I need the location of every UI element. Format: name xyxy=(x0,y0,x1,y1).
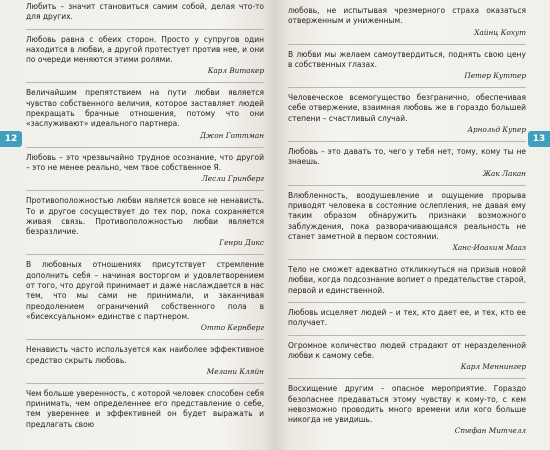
quote-block xyxy=(26,2,264,23)
divider xyxy=(288,185,526,186)
quote-text: Ненависть часто используется как наиболее эффективное средство скрыть любовь. xyxy=(26,345,264,365)
quote-text: любовь, не испытывая чрезмерного страха оказаться отверженным и униженным. xyxy=(288,6,526,26)
divider xyxy=(26,190,264,191)
divider xyxy=(288,378,526,379)
quote-author: Хайнц Кохут xyxy=(474,27,526,37)
quote-block xyxy=(26,345,264,377)
divider xyxy=(288,87,526,88)
divider xyxy=(288,335,526,336)
quote-block xyxy=(26,88,264,140)
divider xyxy=(26,383,264,384)
quote-text: Любовь равна с обеих сторон. Просто у супругов один находится в любви, а другой протестует против нее, и они по очереди меняются этими ролями. xyxy=(26,34,264,65)
quote-text: Любить – значит становиться самим собой, делая что-то для других. xyxy=(26,2,264,22)
quote-author: Мелани Кляйн xyxy=(206,366,264,376)
quote-list xyxy=(26,2,264,430)
divider xyxy=(26,82,264,83)
quote-block xyxy=(26,153,264,185)
quote-author: Карл Витакер xyxy=(207,66,264,76)
quote-block xyxy=(26,389,264,430)
quote-text: Любовь – это чрезвычайно трудное осознание, что другой – это не менее реально, чем твое собственное Я. xyxy=(26,152,264,172)
quote-author: Генри Дикс xyxy=(219,238,264,248)
quote-text: Чем больше уверенность, с которой человек способен себя принимать, чем определеннее его представление о себе, тем увереннее и эффективней он будет выражать и предлагать свою xyxy=(26,388,264,429)
quote-text: Противоположностью любви является вовсе не ненависть. То и другое сосуществует до тех пор, пока сохраняется живая связь. Противоположностью любви является безразличие. xyxy=(26,196,264,237)
quote-text: Восхищение другим – опасное мероприятие. Гораздо безопаснее предаваться этому чувству к кому-то, с кем невозможно проводить много времени или кого больше никогда не увидишь. xyxy=(288,384,526,425)
quote-author: Джон Готтман xyxy=(199,130,264,140)
quote-text: Тело не сможет адекватно откликнуться на призыв новой любви, когда подсознание вопиет о предательстве старой, первой и единственной. xyxy=(288,265,526,295)
quote-author: Стефан Митчелл xyxy=(454,426,526,436)
quote-author: Петер Куттер xyxy=(464,71,526,81)
divider xyxy=(26,29,264,30)
quote-text: Человеческое всемогущество безгранично, обеспечивая себе отвержение, взаимная любовь же в гораздо большей степени – счастливый случай. xyxy=(288,93,526,123)
page-number-tab: 12 xyxy=(0,131,22,147)
quote-block xyxy=(288,384,526,436)
right-page xyxy=(276,0,550,450)
quote-author: Жак Лакан xyxy=(482,168,526,178)
quote-block xyxy=(26,260,264,333)
quote-list xyxy=(288,6,526,436)
quote-author: Отто Кернберг xyxy=(200,323,264,333)
quote-block xyxy=(26,196,264,248)
quote-block xyxy=(288,50,526,82)
quote-text: В любовных отношениях присутствует стремление дополнить себя – начиная восторгом и удовлетворением от того, что другой принимает и даже наслаждается в нас тем, что мы сами не принимали, и заканчивая преодолением ограничений собственного пола в «бисексуальном» единстве с партнером. xyxy=(26,260,264,321)
quote-text: В любви мы желаем самоутвердиться, поднять свою цену в собственных глазах. xyxy=(288,49,526,69)
divider xyxy=(26,254,264,255)
quote-text: Огромное количество людей страдают от неразделенной любви к самому себе. xyxy=(288,340,526,360)
quote-block xyxy=(288,191,526,253)
quote-author: Ханс-Иоахим Мааз xyxy=(452,243,526,253)
quote-text: Величайшим препятствием на пути любви является чувство собственного величия, которое заставляет людей прекращать брачные отношения, потому что они «заслуживают» идеального партнера. xyxy=(26,88,264,129)
quote-author: Арнольд Купер xyxy=(467,125,526,135)
quote-block xyxy=(288,308,526,329)
divider xyxy=(26,339,264,340)
page-number-tab: 13 xyxy=(528,131,550,147)
quote-text: Любовь исцеляет людей – и тех, кто дает ее, и тех, кто ее получает. xyxy=(288,308,526,328)
quote-block xyxy=(288,93,526,135)
quote-author: Карл Меннингер xyxy=(460,362,526,372)
quote-text: Любовь – это давать то, чего у тебя нет, тому, кому ты не знаешь. xyxy=(288,147,526,167)
divider xyxy=(288,141,526,142)
quote-author: Лесли Гринберг xyxy=(201,174,264,184)
quote-text: Влюбленность, воодушевление и ощущение прорыва приводят человека в состояние ослепления, не давая ему таким образом обнаружить признаки возможного заблуждения, пока разворачивающаяся реальность не станет заметной в первом состоянии. xyxy=(288,190,526,241)
divider xyxy=(288,259,526,260)
quote-block xyxy=(288,265,526,296)
divider xyxy=(288,44,526,45)
quote-block xyxy=(288,341,526,373)
quote-block xyxy=(288,147,526,179)
divider xyxy=(288,302,526,303)
quote-block xyxy=(288,6,526,38)
divider xyxy=(26,147,264,148)
quote-block xyxy=(26,35,264,77)
